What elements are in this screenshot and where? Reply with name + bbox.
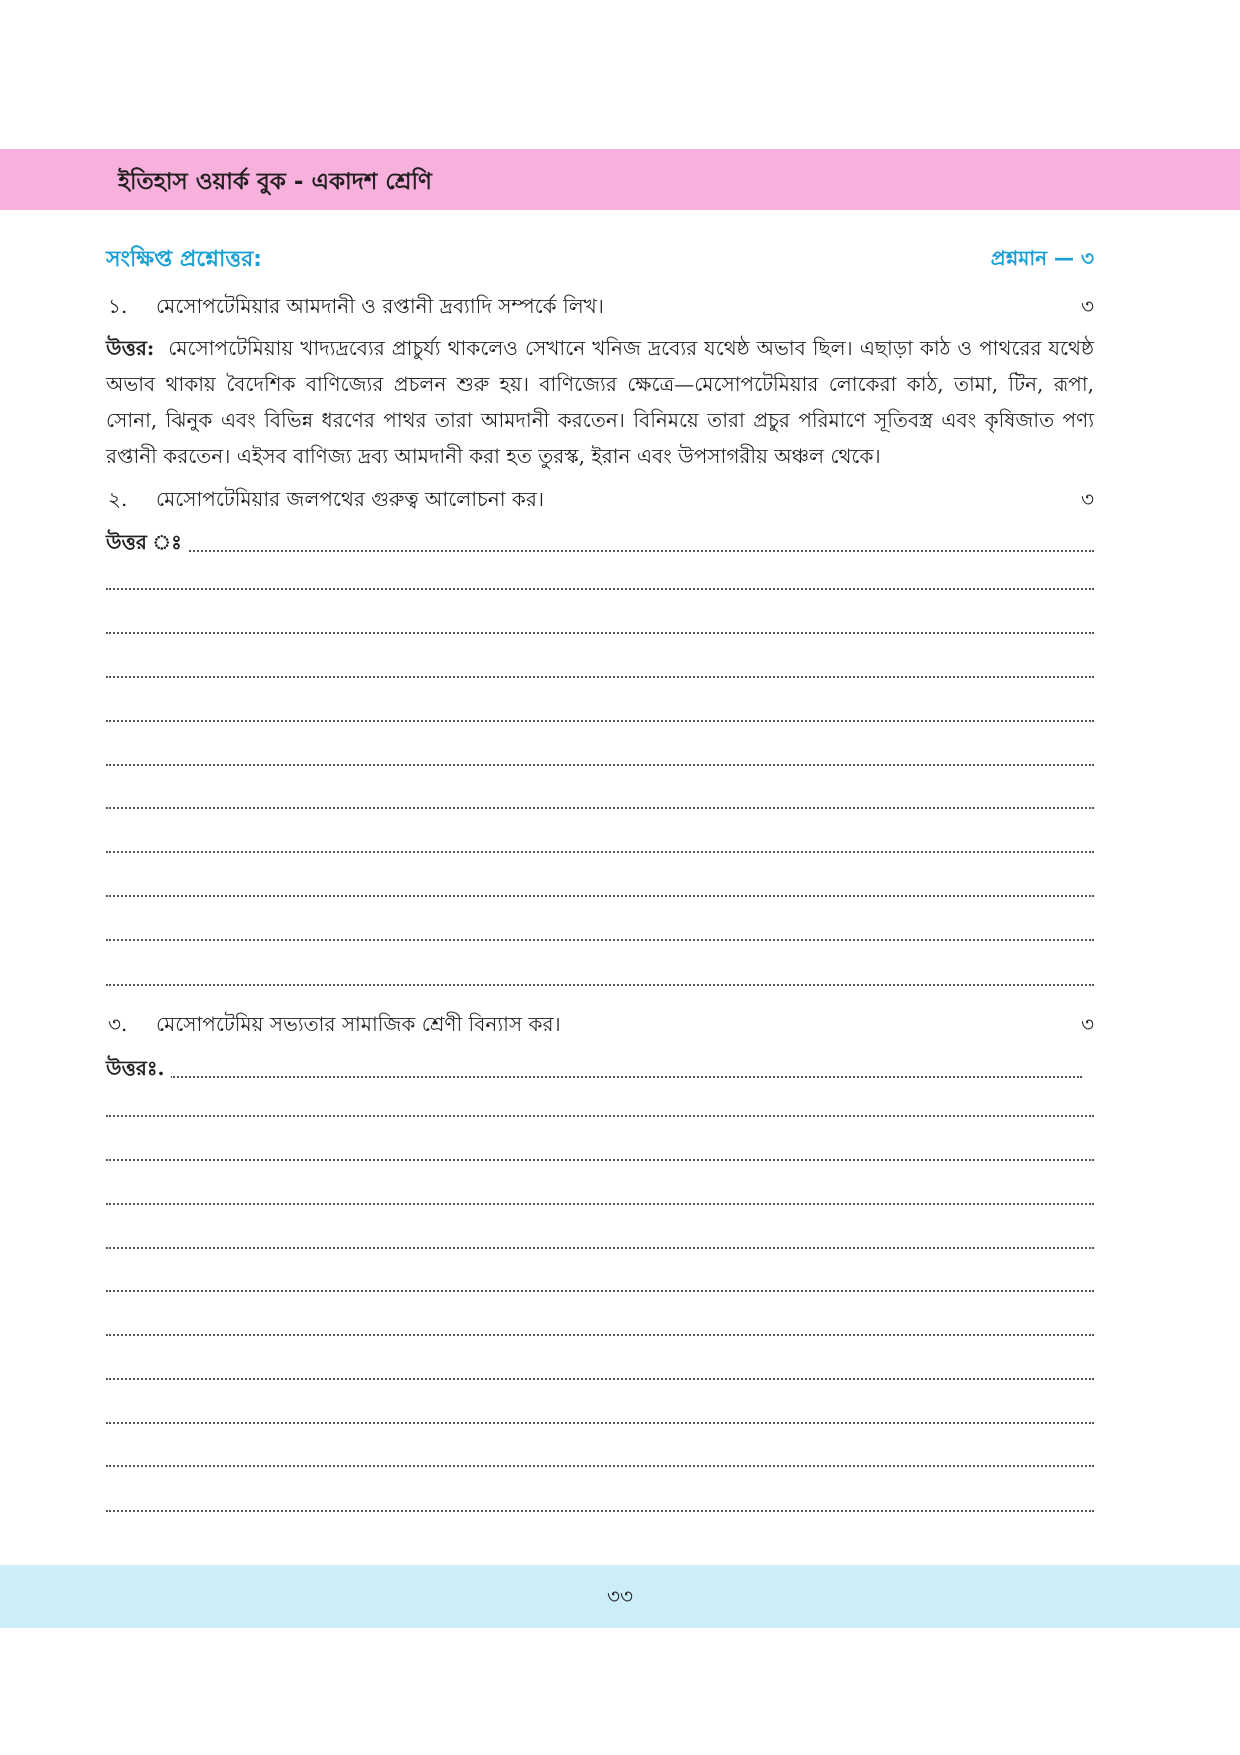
answer-line (106, 1203, 1094, 1205)
dotted-line (170, 1076, 1082, 1078)
section-title: সংক্ষিপ্ত প্রশ্নোত্তর: (106, 247, 262, 272)
question-number: ১. (108, 294, 128, 318)
header-band (0, 149, 1240, 210)
answer-line (106, 764, 1094, 766)
answer-line (106, 1422, 1094, 1424)
answer-line (106, 1334, 1094, 1336)
book-title: ইতিহাস ওয়ার্ক বুক - একাদশ শ্রেণি (118, 169, 432, 195)
question-marks: ৩ (1080, 294, 1094, 318)
answer-line (106, 1378, 1094, 1380)
answer-1 (106, 330, 1094, 474)
answer-line (106, 1465, 1094, 1467)
question-marks: ৩ (1080, 487, 1094, 511)
answer-line (106, 807, 1094, 809)
question-text: মেসোপটেমিয় সভ্যতার সামাজিক শ্রেণী বিন্যাস কর। (156, 1012, 561, 1036)
question-marks: ৩ (1080, 1012, 1094, 1036)
answer-line (106, 1247, 1094, 1249)
answer-label: উত্তরঃ. (106, 1054, 171, 1087)
answer-line (106, 1159, 1094, 1161)
question-1 (106, 292, 1094, 326)
answer-line (106, 1115, 1094, 1117)
answer-label: উত্তর: (106, 336, 155, 360)
question-number: ৩. (108, 1012, 128, 1036)
answer-2-first-line (106, 528, 1094, 558)
question-text: মেসোপটেমিয়ার আমদানী ও রপ্তানী দ্রব্যাদি সম্পর্কে লিখ। (156, 294, 604, 318)
page-number: ৩৩ (606, 1584, 633, 1608)
answer-line (106, 676, 1094, 678)
footer-band (0, 1565, 1240, 1628)
answer-label: উত্তর ঃ (106, 528, 188, 561)
answer-line (106, 1510, 1094, 1512)
answer-line (106, 939, 1094, 941)
question-number: ২. (108, 487, 128, 511)
dotted-line (174, 550, 1094, 552)
question-2 (106, 485, 1094, 519)
section-header (106, 242, 1094, 276)
answer-3-first-line (106, 1054, 1082, 1084)
answer-line (106, 1290, 1094, 1292)
question-3 (106, 1010, 1094, 1044)
answer-line (106, 720, 1094, 722)
answer-line (106, 984, 1094, 986)
answer-line (106, 851, 1094, 853)
answer-line (106, 632, 1094, 634)
answer-text: মেসোপটেমিয়ায় খাদ্যদ্রব্যের প্রাচুর্য্য থাকলেও সেখানে খনিজ দ্রব্যের যথেষ্ঠ অভাব ছিল। এছাড়া কাঠ ও পাথরের যথেষ্ঠ অভাব থাকায় বৈদেশিক বাণিজ্যের প্রচলন শুরু হয়। বাণিজ্যের ক্ষেত্রে—মেসোপটেমিয়ার লোকেরা কাঠ, তামা, টিন, রূপা, সোনা, ঝিনুক এবং বিভিন্ন ধরণের পাথর তারা আমদানী করতেন। বিনিময়ে তারা প্রচুর পরিমাণে সূতিবস্ত্র এবং কৃষিজাত পণ্য রপ্তানী করতেন। এইসব বাণিজ্য দ্রব্য আমদানী করা হত তুরস্ক, ইরান এবং উপসাগরীয় অঞ্চল থেকে। (106, 336, 1094, 468)
answer-line (106, 895, 1094, 897)
marks-label: প্রশ্নমান — ৩ (990, 246, 1094, 270)
answer-line (106, 588, 1094, 590)
question-text: মেসোপটেমিয়ার জলপথের গুরুত্ব আলোচনা কর। (156, 487, 545, 511)
